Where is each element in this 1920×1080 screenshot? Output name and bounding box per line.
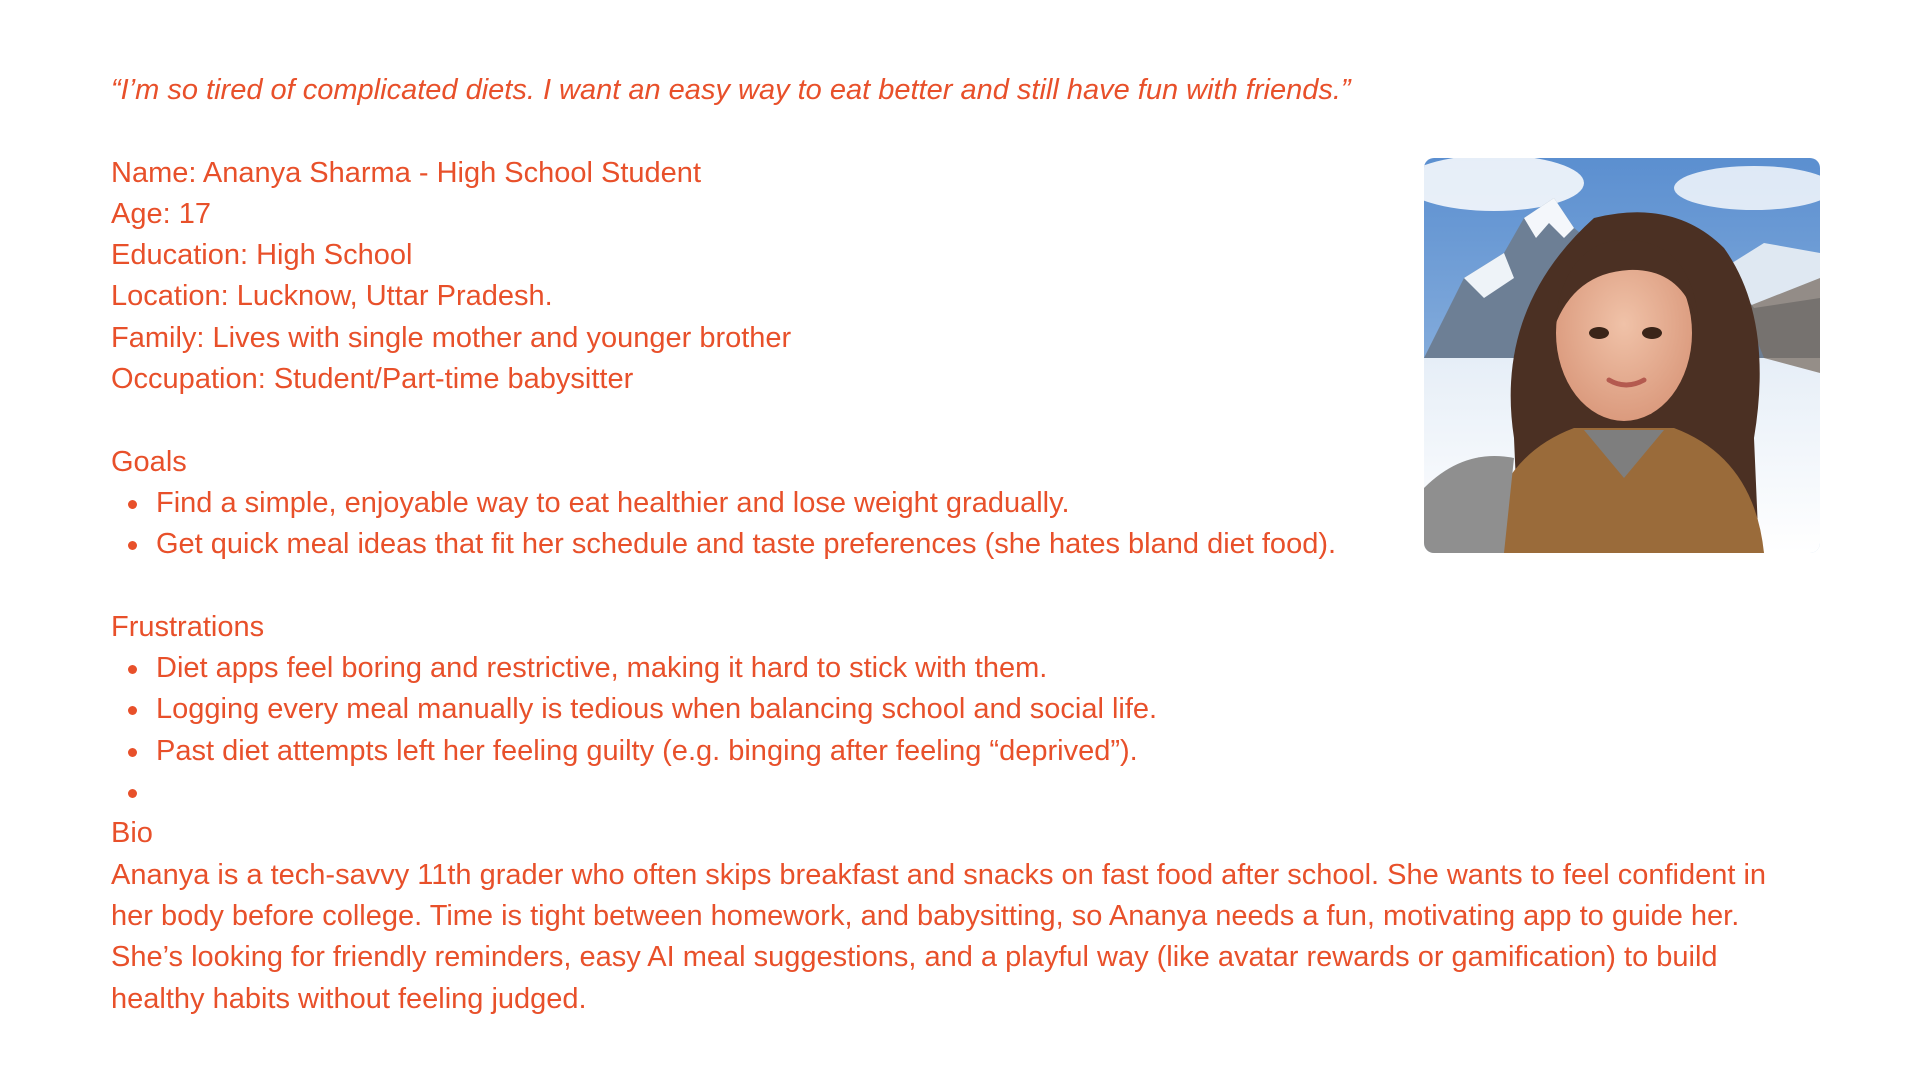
goals-heading: Goals	[111, 445, 187, 478]
detail-age: Age: 17	[111, 197, 211, 230]
frustration-item-empty	[111, 772, 1811, 813]
frustration-item: Diet apps feel boring and restrictive, making it hard to stick with them.	[111, 648, 1811, 689]
frustration-item: Past diet attempts left her feeling guilty (e.g. binging after feeling “deprived”).	[111, 731, 1811, 772]
detail-name: Name: Ananya Sharma - High School Student	[111, 156, 701, 189]
persona-quote: “I’m so tired of complicated diets. I want an easy way to eat better and still have fun with friends.”	[111, 74, 1351, 106]
bio-heading: Bio	[111, 817, 153, 850]
goal-item: Get quick meal ideas that fit her schedule and taste preferences (she hates bland diet food).	[111, 524, 1811, 565]
detail-occupation: Occupation: Student/Part-time babysitter	[111, 363, 634, 396]
detail-education: Education: High School	[111, 239, 413, 272]
goal-item: Find a simple, enjoyable way to eat healthier and lose weight gradually.	[111, 483, 1811, 524]
detail-location: Location: Lucknow, Uttar Pradesh.	[111, 280, 553, 313]
frustrations-list	[111, 648, 1811, 813]
persona-photo-illustration	[1424, 158, 1820, 553]
persona-photo	[1424, 158, 1820, 553]
frustrations-heading: Frustrations	[111, 610, 265, 643]
bio-text: Ananya is a tech-savvy 11th grader who often skips breakfast and snacks on fast food after school. She wants to feel confident in her body before college. Time is tight between homework, and babysitting, so Ananya needs a fun, motivating app to guide her. She’s looking for friendly reminders, easy AI meal suggestions, and a playful way (like avatar rewards or gamification) to build healthy habits without feeling judged.	[111, 858, 1767, 1015]
frustration-item: Logging every meal manually is tedious when balancing school and social life.	[111, 689, 1811, 730]
detail-family: Family: Lives with single mother and younger brother	[111, 321, 792, 354]
